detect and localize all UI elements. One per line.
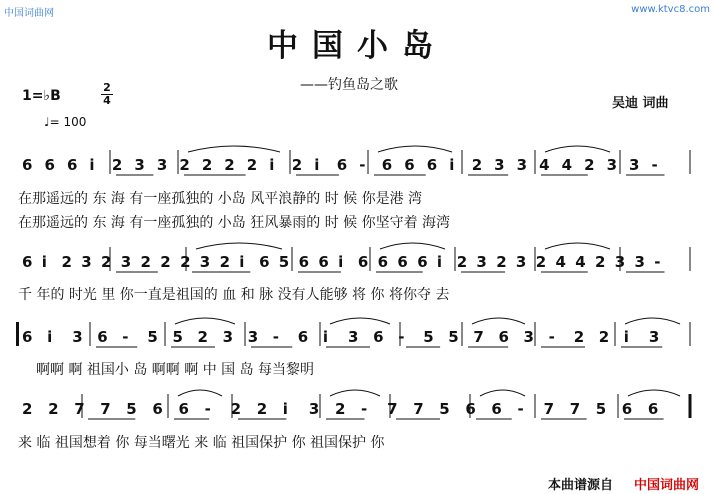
note: 5 [126, 400, 137, 418]
note: 2 [160, 253, 171, 271]
footer-source: 本曲谱源自 [548, 478, 614, 493]
note: 7 [413, 400, 424, 418]
slur-arc [188, 146, 280, 152]
note: 6 [381, 156, 393, 174]
lyric-line-4: 啊啊 啊 祖国小 岛 啊啊 啊 中 国 岛 每当黎明 [36, 362, 315, 378]
note: i [89, 156, 95, 174]
note: - [122, 328, 129, 346]
lyric-line-2: 在那遥远的 东 海 有一座孤独的 小岛 狂风暴雨的 时 候 你坚守着 海湾 [18, 215, 451, 231]
note: i [322, 328, 329, 346]
note: 6 [373, 328, 384, 346]
slur-arc [330, 390, 380, 396]
note: 7 [100, 400, 111, 418]
note: 6 [647, 400, 659, 418]
note: 5 [423, 328, 434, 346]
note: 4 [555, 253, 566, 271]
note: 2 [180, 253, 191, 271]
note: - [204, 400, 211, 418]
note: 4 [575, 253, 586, 271]
note: 6 [67, 156, 78, 174]
note: 6 [152, 400, 163, 418]
note: 7 [569, 400, 581, 418]
slur-arc [628, 390, 680, 396]
note: 2 [595, 253, 606, 271]
slur-arc [178, 390, 222, 396]
note: 3 [81, 253, 92, 271]
note: 3 [516, 156, 528, 174]
note: 3 [308, 400, 320, 418]
note: i [282, 400, 288, 418]
note: 4 [561, 156, 573, 174]
note: 6 [44, 156, 55, 174]
note: 5 [172, 328, 183, 346]
note: - [517, 400, 524, 418]
note: 2 [535, 253, 547, 271]
note: 6 [22, 156, 33, 174]
note: 2 [573, 328, 585, 346]
note: 3 [156, 156, 168, 174]
time-signature-top: 2 [103, 81, 111, 94]
note: 3 [222, 328, 234, 346]
slur-arc [472, 318, 525, 324]
note: 5 [278, 253, 290, 271]
note: i [449, 156, 455, 174]
note: 2 [246, 156, 258, 174]
footer-site-link[interactable]: 中国词曲网 [634, 478, 700, 493]
note: 2 [111, 156, 123, 174]
note: 2 [219, 253, 231, 271]
note: 6 [336, 156, 348, 174]
note: 2 [456, 253, 468, 271]
note: 3 [606, 156, 618, 174]
note: 2 [140, 253, 151, 271]
slur-arc [196, 243, 282, 249]
note: 3 [476, 253, 487, 271]
note: 3 [515, 253, 527, 271]
note: 4 [539, 156, 550, 174]
note: 5 [439, 400, 450, 418]
note: i [623, 328, 629, 346]
watermark-right: www.ktvc8.com [631, 4, 710, 15]
note: 6 [22, 328, 33, 346]
note: 7 [74, 400, 85, 418]
note: - [548, 328, 555, 346]
lyric-line-1: 在那遥远的 东 海 有一座孤独的 小岛 风平浪静的 时 候 你是港 湾 [18, 191, 423, 207]
note: 3 [614, 253, 626, 271]
note: 3 [634, 253, 645, 271]
note: 2 [598, 328, 610, 346]
song-title: 中国小岛 [267, 28, 447, 64]
song-subtitle: ——钓鱼岛之歌 [300, 77, 398, 93]
note: 2 [291, 156, 303, 174]
tempo-marking: ♩= 100 [44, 115, 87, 129]
key-signature: 1=♭B [22, 88, 61, 104]
note: - [272, 328, 280, 346]
note: 2 [61, 253, 72, 271]
note: 6 [178, 400, 189, 418]
note: 6 [397, 253, 408, 271]
note: 5 [595, 400, 607, 418]
note: i [269, 156, 275, 174]
note: 6 [297, 328, 309, 346]
repeat-start-bar [16, 322, 19, 346]
note: i [314, 156, 320, 174]
note: 3 [629, 156, 640, 174]
note: - [654, 253, 661, 271]
slur-arc [545, 146, 610, 152]
note: 3 [199, 253, 211, 271]
note: i [436, 253, 443, 271]
note: 2 [101, 253, 112, 271]
note: 2 [496, 253, 507, 271]
slur-arc [330, 318, 390, 324]
slur-arc [175, 318, 235, 324]
note: 6 [357, 253, 369, 271]
note: 6 [298, 253, 310, 271]
note: 6 [97, 328, 108, 346]
note: 2 [584, 156, 595, 174]
slur-arc [625, 318, 680, 324]
note: 2 [471, 156, 483, 174]
note: - [651, 156, 658, 174]
note: 2 [197, 328, 208, 346]
note: 3 [134, 156, 145, 174]
note: i [47, 328, 53, 346]
note: 3 [523, 328, 534, 346]
note: - [361, 400, 368, 418]
note: 6 [404, 156, 415, 174]
lyric-line-5: 来 临 祖国想着 你 每当曙光 来 临 祖国保护 你 祖国保护 你 [18, 435, 385, 451]
note: 6 [318, 253, 329, 271]
note: 6 [491, 400, 502, 418]
note: 2 [48, 400, 59, 418]
note: 6 [22, 253, 33, 271]
note: 6 [426, 156, 438, 174]
note: i [239, 253, 245, 271]
note: i [41, 253, 47, 271]
lyric-line-3: 千 年的 时光 里 你一直是祖国的 血 和 脉 没有人能够 将 你 将你夺 去 [18, 287, 450, 303]
note: 7 [387, 400, 398, 418]
note: 2 [22, 400, 33, 418]
watermark-left: 中国词曲网 [4, 8, 54, 19]
note: 3 [494, 156, 505, 174]
note: 3 [72, 328, 83, 346]
note: - [398, 328, 405, 346]
note: 2 [335, 400, 346, 418]
note: 6 [465, 400, 476, 418]
slur-arc [480, 390, 525, 396]
note: 5 [147, 328, 158, 346]
note: - [359, 156, 366, 174]
note: 2 [230, 400, 242, 418]
time-signature-bottom: 4 [103, 94, 111, 107]
note: 7 [543, 400, 555, 418]
note: 3 [648, 328, 660, 346]
note: 3 [247, 328, 259, 346]
note: i [338, 253, 344, 271]
note: 5 [448, 328, 459, 346]
note: 2 [224, 156, 235, 174]
note: 6 [377, 253, 389, 271]
note: 3 [120, 253, 132, 271]
author-credit: 吴迪 词曲 [612, 96, 669, 111]
note: 2 [256, 400, 268, 418]
note: 2 [201, 156, 213, 174]
slur-arc [378, 146, 452, 152]
note: 6 [498, 328, 509, 346]
note: 6 [417, 253, 428, 271]
slur-arc [380, 243, 445, 249]
note: 6 [621, 400, 633, 418]
note: 7 [473, 328, 484, 346]
note: 2 [179, 156, 190, 174]
note: 3 [348, 328, 359, 346]
note: 6 [259, 253, 270, 271]
slur-arc [545, 243, 610, 249]
